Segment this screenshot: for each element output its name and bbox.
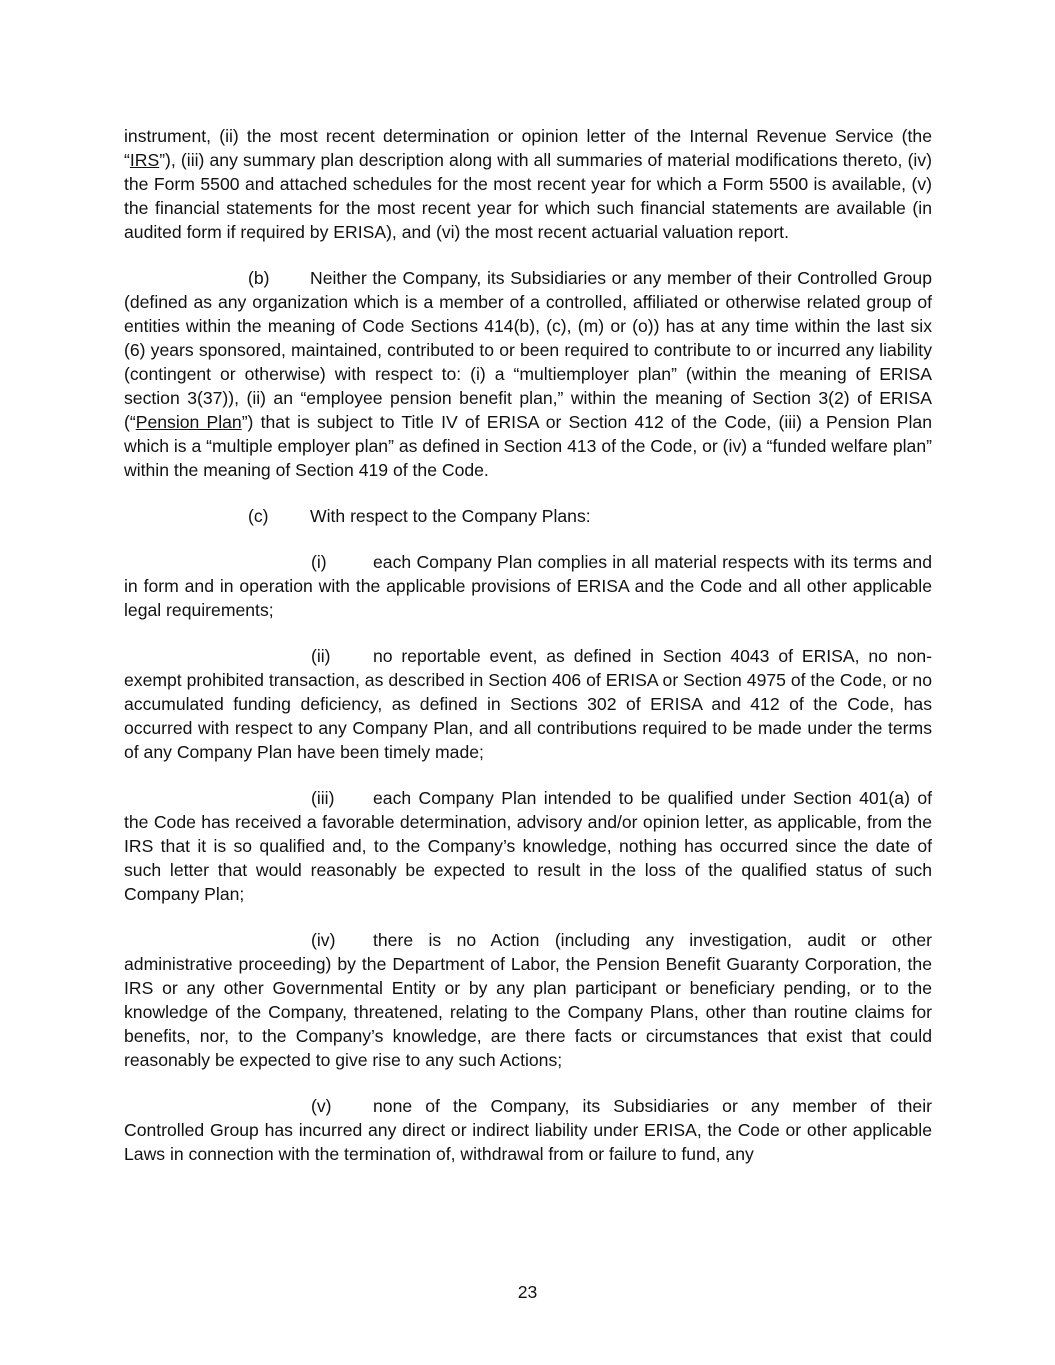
paragraph-text: Neither the Company, its Subsidiaries or any member of their Controlled Group (defined as any organization which is a member of a controlled, affiliated or otherwise related group of entities within the meaning of Code Sections 414(b), (c), (m) or (o)) has at any time within the last six (6) years sponsored, maintained, contributed to or been required to contribute to or incurred any liability (contingent or otherwise) with respect to: (i) a “multiemployer plan” (within the meaning of ERISA section 3(37)), (ii) an “employee pension benefit plan,” within the meaning of Section 3(2) of ERISA (“ xyxy=(124,268,932,432)
section-marker: (v) xyxy=(311,1096,332,1116)
paragraph-text: instrument, (ii) the most recent determination or opinion letter of the Internal Revenue Service (the “ xyxy=(124,126,932,170)
paragraph-text: none of the Company, its Subsidiaries or any member of their Controlled Group has incurred any direct or indirect liability under ERISA, the Code or other applicable Laws in connection with the termination of, withdrawal from or failure to fund, any xyxy=(124,1096,932,1164)
paragraph-text: With respect to the Company Plans: xyxy=(310,506,591,526)
section-marker: (c) xyxy=(248,506,269,526)
paragraph-section-c-v xyxy=(124,1094,932,1166)
defined-term: Pension Plan xyxy=(135,412,242,432)
page-number: 23 xyxy=(517,1282,538,1302)
section-marker: (ii) xyxy=(311,646,331,666)
paragraph-section-c-ii xyxy=(124,644,932,764)
paragraph-section-c xyxy=(124,504,932,528)
section-marker: (i) xyxy=(311,552,327,572)
section-marker: (iv) xyxy=(311,930,336,950)
paragraph-section-c-iv xyxy=(124,928,932,1072)
paragraph-section-b xyxy=(124,266,932,482)
section-marker: (iii) xyxy=(311,788,335,808)
paragraph-section-c-i xyxy=(124,550,932,622)
paragraph-text: each Company Plan intended to be qualified under Section 401(a) of the Code has received a favorable determination, advisory and/or opinion letter, as applicable, from the IRS that it is so qualified and, to the Company’s knowledge, nothing has occurred since the date of such letter that would reasonably be expected to result in the loss of the qualified status of such Company Plan; xyxy=(124,788,932,904)
section-marker: (b) xyxy=(248,268,270,288)
paragraph-text: no reportable event, as defined in Section 4043 of ERISA, no non-exempt prohibited transaction, as described in Section 406 of ERISA or Section 4975 of the Code, or no accumulated funding deficiency, as defined in Sections 302 of ERISA and 412 of the Code, has occurred with respect to any Company Plan, and all contributions required to be made under the terms of any Company Plan have been timely made; xyxy=(124,646,932,762)
paragraph-text: ”) that is subject to Title IV of ERISA or Section 412 of the Code, (iii) a Pension Plan which is a “multiple employer plan” as defined in Section 413 of the Code, or (iv) a “funded welfare plan” within the meaning of Section 419 of the Code. xyxy=(124,412,932,480)
paragraph-text: there is no Action (including any investigation, audit or other administrative proceeding) by the Department of Labor, the Pension Benefit Guaranty Corporation, the IRS or any other Governmental Entity or by any plan participant or beneficiary pending, or to the knowledge of the Company, threatened, relating to the Company Plans, other than routine claims for benefits, nor, to the Company’s knowledge, are there facts or circumstances that exist that could reasonably be expected to give rise to any such Actions; xyxy=(124,930,932,1070)
document-body xyxy=(124,124,932,1188)
paragraph-section-c-iii xyxy=(124,786,932,906)
paragraph-intro-continuation xyxy=(124,124,932,244)
paragraph-text: ”), (iii) any summary plan description along with all summaries of material modifications thereto, (iv) the Form 5500 and attached schedules for the most recent year for which a Form 5500 is available, (v) the financial statements for the most recent year for which such financial statements are available (in audited form if required by ERISA), and (vi) the most recent actuarial valuation report. xyxy=(124,150,932,242)
defined-term: IRS xyxy=(129,150,160,170)
paragraph-text: each Company Plan complies in all material respects with its terms and in form and in operation with the applicable provisions of ERISA and the Code and all other applicable legal requirements; xyxy=(124,552,932,620)
